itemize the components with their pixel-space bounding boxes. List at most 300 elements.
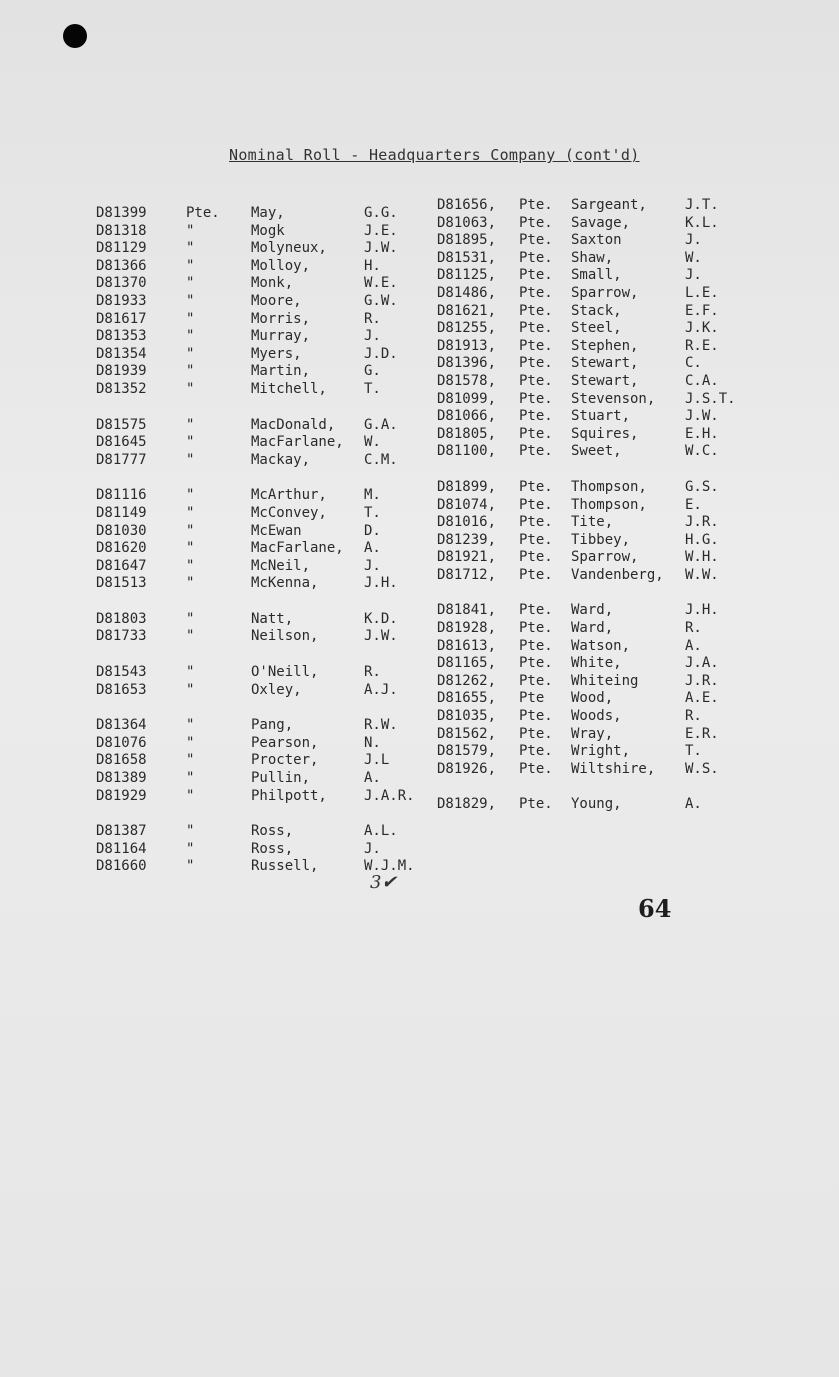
roll-entry [96,452,436,470]
roll-entry [437,355,837,373]
service-number: D81100, [437,443,497,460]
rank: " [186,487,195,504]
roll-entry [96,540,436,558]
surname: Murray, [251,328,311,345]
rank: Pte. [519,232,553,249]
roll-entry [437,638,837,656]
surname: Wray, [571,725,614,742]
surname: McArthur, [251,487,327,504]
rank: " [186,823,195,840]
initials: N. [364,734,381,751]
roll-entry [96,611,436,629]
roll-entry [437,373,837,391]
surname: Sweet, [571,443,622,460]
initials: J.W. [685,408,719,425]
surname: Molyneux, [251,240,327,257]
initials: C.A. [685,372,719,389]
initials: E.H. [685,425,719,442]
rank: Pte. [519,284,553,301]
initials: R.E. [685,337,719,354]
handwritten-mark: 3✔ [370,872,397,893]
surname: Pang, [251,717,294,734]
service-number: D81926, [437,760,497,777]
initials: G.W. [364,292,398,309]
surname: Procter, [251,752,319,769]
surname: Sargeant, [571,197,647,213]
service-number: D81486, [437,284,497,301]
roll-entry [96,505,436,523]
roll-entry [96,788,436,806]
rank: " [186,363,195,380]
rank: " [186,380,195,397]
service-number: D81364 [96,717,147,734]
initials: A. [685,796,702,813]
initials: J.A.R. [364,787,415,804]
rank: Pte. [519,425,553,442]
initials: J. [364,840,381,857]
service-number: D81262, [437,672,497,689]
roll-entry [437,567,837,585]
roll-entry [437,796,837,814]
service-number: D81149 [96,504,147,521]
roll-entry [96,205,436,223]
page-number: 64 [638,894,672,923]
initials: A.E. [685,690,719,707]
initials: C. [685,355,702,372]
initials: G.S. [685,478,719,495]
surname: MacFarlane, [251,434,344,451]
initials: R.W. [364,717,398,734]
service-number: D81396, [437,355,497,372]
surname: Thompson, [571,496,647,513]
rank: Pte. [519,637,553,654]
rank: " [186,557,195,574]
roll-entry [437,761,837,779]
service-number: D81621, [437,302,497,319]
surname: Philpott, [251,787,327,804]
surname: Russell, [251,858,319,875]
initials: W.J.M. [364,858,415,875]
roll-entry [96,558,436,576]
initials: R. [685,708,702,725]
service-number: D81370 [96,275,147,292]
rank: Pte. [519,214,553,231]
rank: Pte. [519,408,553,425]
roll-entry [96,841,436,859]
rank: " [186,257,195,274]
service-number: D81562, [437,725,497,742]
surname: White, [571,655,622,672]
rank: " [186,451,195,468]
initials: G.G. [364,205,398,221]
rank: " [186,717,195,734]
service-number: D81928, [437,620,497,637]
initials: M. [364,487,381,504]
initials: G. [364,363,381,380]
punch-hole [63,24,87,48]
rank: " [186,840,195,857]
rank: Pte. [519,302,553,319]
initials: W.S. [685,760,719,777]
initials: G.A. [364,416,398,433]
service-number: D81913, [437,337,497,354]
service-number: D81387 [96,823,147,840]
roll-entry [437,497,837,515]
service-number: D81579, [437,743,497,760]
initials: J.R. [685,514,719,531]
surname: Tibbey, [571,531,631,548]
rank: Pte. [519,372,553,389]
rank: " [186,310,195,327]
initials: W.E. [364,275,398,292]
roll-entry [96,328,436,346]
service-number: D81076 [96,734,147,751]
roll-entry [96,682,436,700]
initials: J.H. [685,602,719,619]
surname: Neilson, [251,628,319,645]
service-number: D81899, [437,478,497,495]
surname: Saxton [571,232,622,249]
roll-entry [437,338,837,356]
initials: J.W. [364,240,398,257]
rank: " [186,540,195,557]
rank: Pte. [519,496,553,513]
initials: J.A. [685,655,719,672]
initials: W.H. [685,549,719,566]
surname: Stewart, [571,372,639,389]
roll-entry [437,285,837,303]
roll-entry [437,443,837,461]
surname: Stevenson, [571,390,656,407]
service-number: D81099, [437,390,497,407]
surname: Stephen, [571,337,639,354]
service-number: D81895, [437,232,497,249]
service-number: D81660 [96,858,147,875]
service-number: D81354 [96,345,147,362]
surname: Ward, [571,602,614,619]
rank: Pte. [519,197,553,213]
rank: Pte. [519,743,553,760]
roll-entry [96,293,436,311]
surname: Natt, [251,610,294,627]
service-number: D81777 [96,451,147,468]
initials: R. [364,664,381,681]
roll-entry [96,275,436,293]
rank: " [186,770,195,787]
initials: W. [364,434,381,451]
initials: T. [364,380,381,397]
rank: Pte. [519,320,553,337]
roll-entry [437,267,837,285]
roll-entry [96,575,436,593]
rank: Pte. [519,514,553,531]
surname: May, [251,205,285,221]
rank: Pte. [519,566,553,583]
initials: J. [364,328,381,345]
surname: Tite, [571,514,614,531]
rank: " [186,664,195,681]
surname: Ross, [251,840,294,857]
service-number: D81803 [96,610,147,627]
rank: Pte. [519,337,553,354]
initials: W.W. [685,566,719,583]
roll-entry [96,346,436,364]
surname: Stuart, [571,408,631,425]
surname: Oxley, [251,681,302,698]
surname: Monk, [251,275,294,292]
surname: Steel, [571,320,622,337]
service-number: D81255, [437,320,497,337]
surname: Whiteing [571,672,639,689]
rank: Pte. [186,205,220,221]
surname: Shaw, [571,249,614,266]
initials: K.D. [364,610,398,627]
surname: Stewart, [571,355,639,372]
surname: Martin, [251,363,311,380]
roll-entry [96,752,436,770]
roll-entry [96,363,436,381]
rank: Pte. [519,390,553,407]
service-number: D81164 [96,840,147,857]
service-number: D81066, [437,408,497,425]
surname: McKenna, [251,575,319,592]
initials: J.H. [364,575,398,592]
surname: Ward, [571,620,614,637]
service-number: D81921, [437,549,497,566]
service-number: D81399 [96,205,147,221]
surname: Mitchell, [251,380,327,397]
roll-entry [437,620,837,638]
service-number: D81513 [96,575,147,592]
service-number: D81030 [96,522,147,539]
initials: A. [364,770,381,787]
rank: " [186,292,195,309]
surname: Moore, [251,292,302,309]
roll-entry [437,726,837,744]
service-number: D81655, [437,690,497,707]
service-number: D81035, [437,708,497,725]
service-number: D81829, [437,796,497,813]
service-number: D81841, [437,602,497,619]
initials: A. [364,540,381,557]
rank: " [186,522,195,539]
service-number: D81620 [96,540,147,557]
service-number: D81366 [96,257,147,274]
service-number: D81353 [96,328,147,345]
surname: Watson, [571,637,631,654]
initials: H.G. [685,531,719,548]
surname: Sparrow, [571,549,639,566]
surname: Ross, [251,823,294,840]
initials: J.K. [685,320,719,337]
roll-entry [437,303,837,321]
service-number: D81125, [437,267,497,284]
rank: Pte. [519,443,553,460]
roll-entry [96,417,436,435]
initials: R. [364,310,381,327]
surname: Pearson, [251,734,319,751]
initials: D. [364,522,381,539]
initials: E. [685,496,702,513]
initials: A.J. [364,681,398,698]
roll-entry [437,673,837,691]
service-number: D81658 [96,752,147,769]
roll-entry [96,664,436,682]
surname: O'Neill, [251,664,319,681]
rank: Pte. [519,725,553,742]
rank: " [186,240,195,257]
surname: Vandenberg, [571,566,664,583]
service-number: D81939 [96,363,147,380]
roll-entry [437,391,837,409]
roll-entry [96,311,436,329]
roll-entry [437,655,837,673]
surname: Mogk [251,222,285,239]
service-number: D81805, [437,425,497,442]
service-number: D81165, [437,655,497,672]
roll-entry [437,408,837,426]
roll-entry [437,602,837,620]
roll-entry [437,514,837,532]
roll-entry [96,717,436,735]
initials: J. [685,232,702,249]
initials: J.T. [685,197,719,213]
initials: W.C. [685,443,719,460]
surname: MacDonald, [251,416,336,433]
surname: Small, [571,267,622,284]
rank: " [186,328,195,345]
surname: Myers, [251,345,302,362]
initials: J.E. [364,222,398,239]
rank: " [186,575,195,592]
surname: Sparrow, [571,284,639,301]
initials: R. [685,620,702,637]
rank: " [186,275,195,292]
rank: Pte. [519,796,553,813]
service-number: D81318 [96,222,147,239]
roll-entry [437,232,837,250]
rank: Pte. [519,549,553,566]
initials: W. [685,249,702,266]
roll-entry [96,628,436,646]
initials: C.M. [364,451,398,468]
surname: Woods, [571,708,622,725]
roll-entry [96,735,436,753]
initials: K.L. [685,214,719,231]
surname: Squires, [571,425,639,442]
rank: Pte. [519,478,553,495]
surname: Wright, [571,743,631,760]
roll-entry [437,479,837,497]
roll-entry [96,487,436,505]
surname: McNeil, [251,557,311,574]
service-number: D81653 [96,681,147,698]
initials: A.L. [364,823,398,840]
service-number: D81929 [96,787,147,804]
service-number: D81733 [96,628,147,645]
initials: J.D. [364,345,398,362]
rank: Pte. [519,355,553,372]
service-number: D81543 [96,664,147,681]
initials: J.R. [685,672,719,689]
roll-entry [96,770,436,788]
roll-entry [437,708,837,726]
initials: E.R. [685,725,719,742]
surname: Morris, [251,310,311,327]
initials: T. [364,504,381,521]
rank: " [186,434,195,451]
roll-entry [437,197,837,215]
left-roll-column [96,205,436,876]
rank: Pte. [519,760,553,777]
service-number: D81352 [96,380,147,397]
service-number: D81116 [96,487,147,504]
initials: J.L [364,752,390,769]
surname: Thompson, [571,478,647,495]
service-number: D81712, [437,566,497,583]
roll-entry [96,223,436,241]
service-number: D81578, [437,372,497,389]
service-number: D81656, [437,197,497,213]
surname: Molloy, [251,257,311,274]
roll-entry [96,240,436,258]
initials: J.S.T. [685,390,736,407]
roll-entry [96,434,436,452]
service-number: D81129 [96,240,147,257]
surname: Young, [571,796,622,813]
rank: " [186,681,195,698]
roll-entry [437,690,837,708]
service-number: D81645 [96,434,147,451]
rank: " [186,345,195,362]
rank: Pte [519,690,545,707]
initials: L.E. [685,284,719,301]
right-roll-column [437,197,837,814]
initials: E.F. [685,302,719,319]
service-number: D81575 [96,416,147,433]
page-title: Nominal Roll - Headquarters Company (cont'd) [229,146,640,164]
roll-entry [437,426,837,444]
roll-entry [437,250,837,268]
surname: Stack, [571,302,622,319]
surname: Wiltshire, [571,760,656,777]
roll-entry [96,258,436,276]
rank: " [186,610,195,627]
surname: Mackay, [251,451,311,468]
surname: Wood, [571,690,614,707]
service-number: D81063, [437,214,497,231]
roll-entry [96,823,436,841]
rank: " [186,734,195,751]
roll-entry [437,215,837,233]
roll-entry [96,523,436,541]
roll-entry [437,320,837,338]
roll-entry [96,381,436,399]
rank: Pte. [519,708,553,725]
service-number: D81617 [96,310,147,327]
surname: Pullin, [251,770,311,787]
initials: J. [364,557,381,574]
surname: McEwan [251,522,302,539]
rank: " [186,752,195,769]
service-number: D81531, [437,249,497,266]
roll-entry [437,549,837,567]
initials: T. [685,743,702,760]
surname: McConvey, [251,504,327,521]
rank: Pte. [519,672,553,689]
service-number: D81389 [96,770,147,787]
rank: Pte. [519,655,553,672]
